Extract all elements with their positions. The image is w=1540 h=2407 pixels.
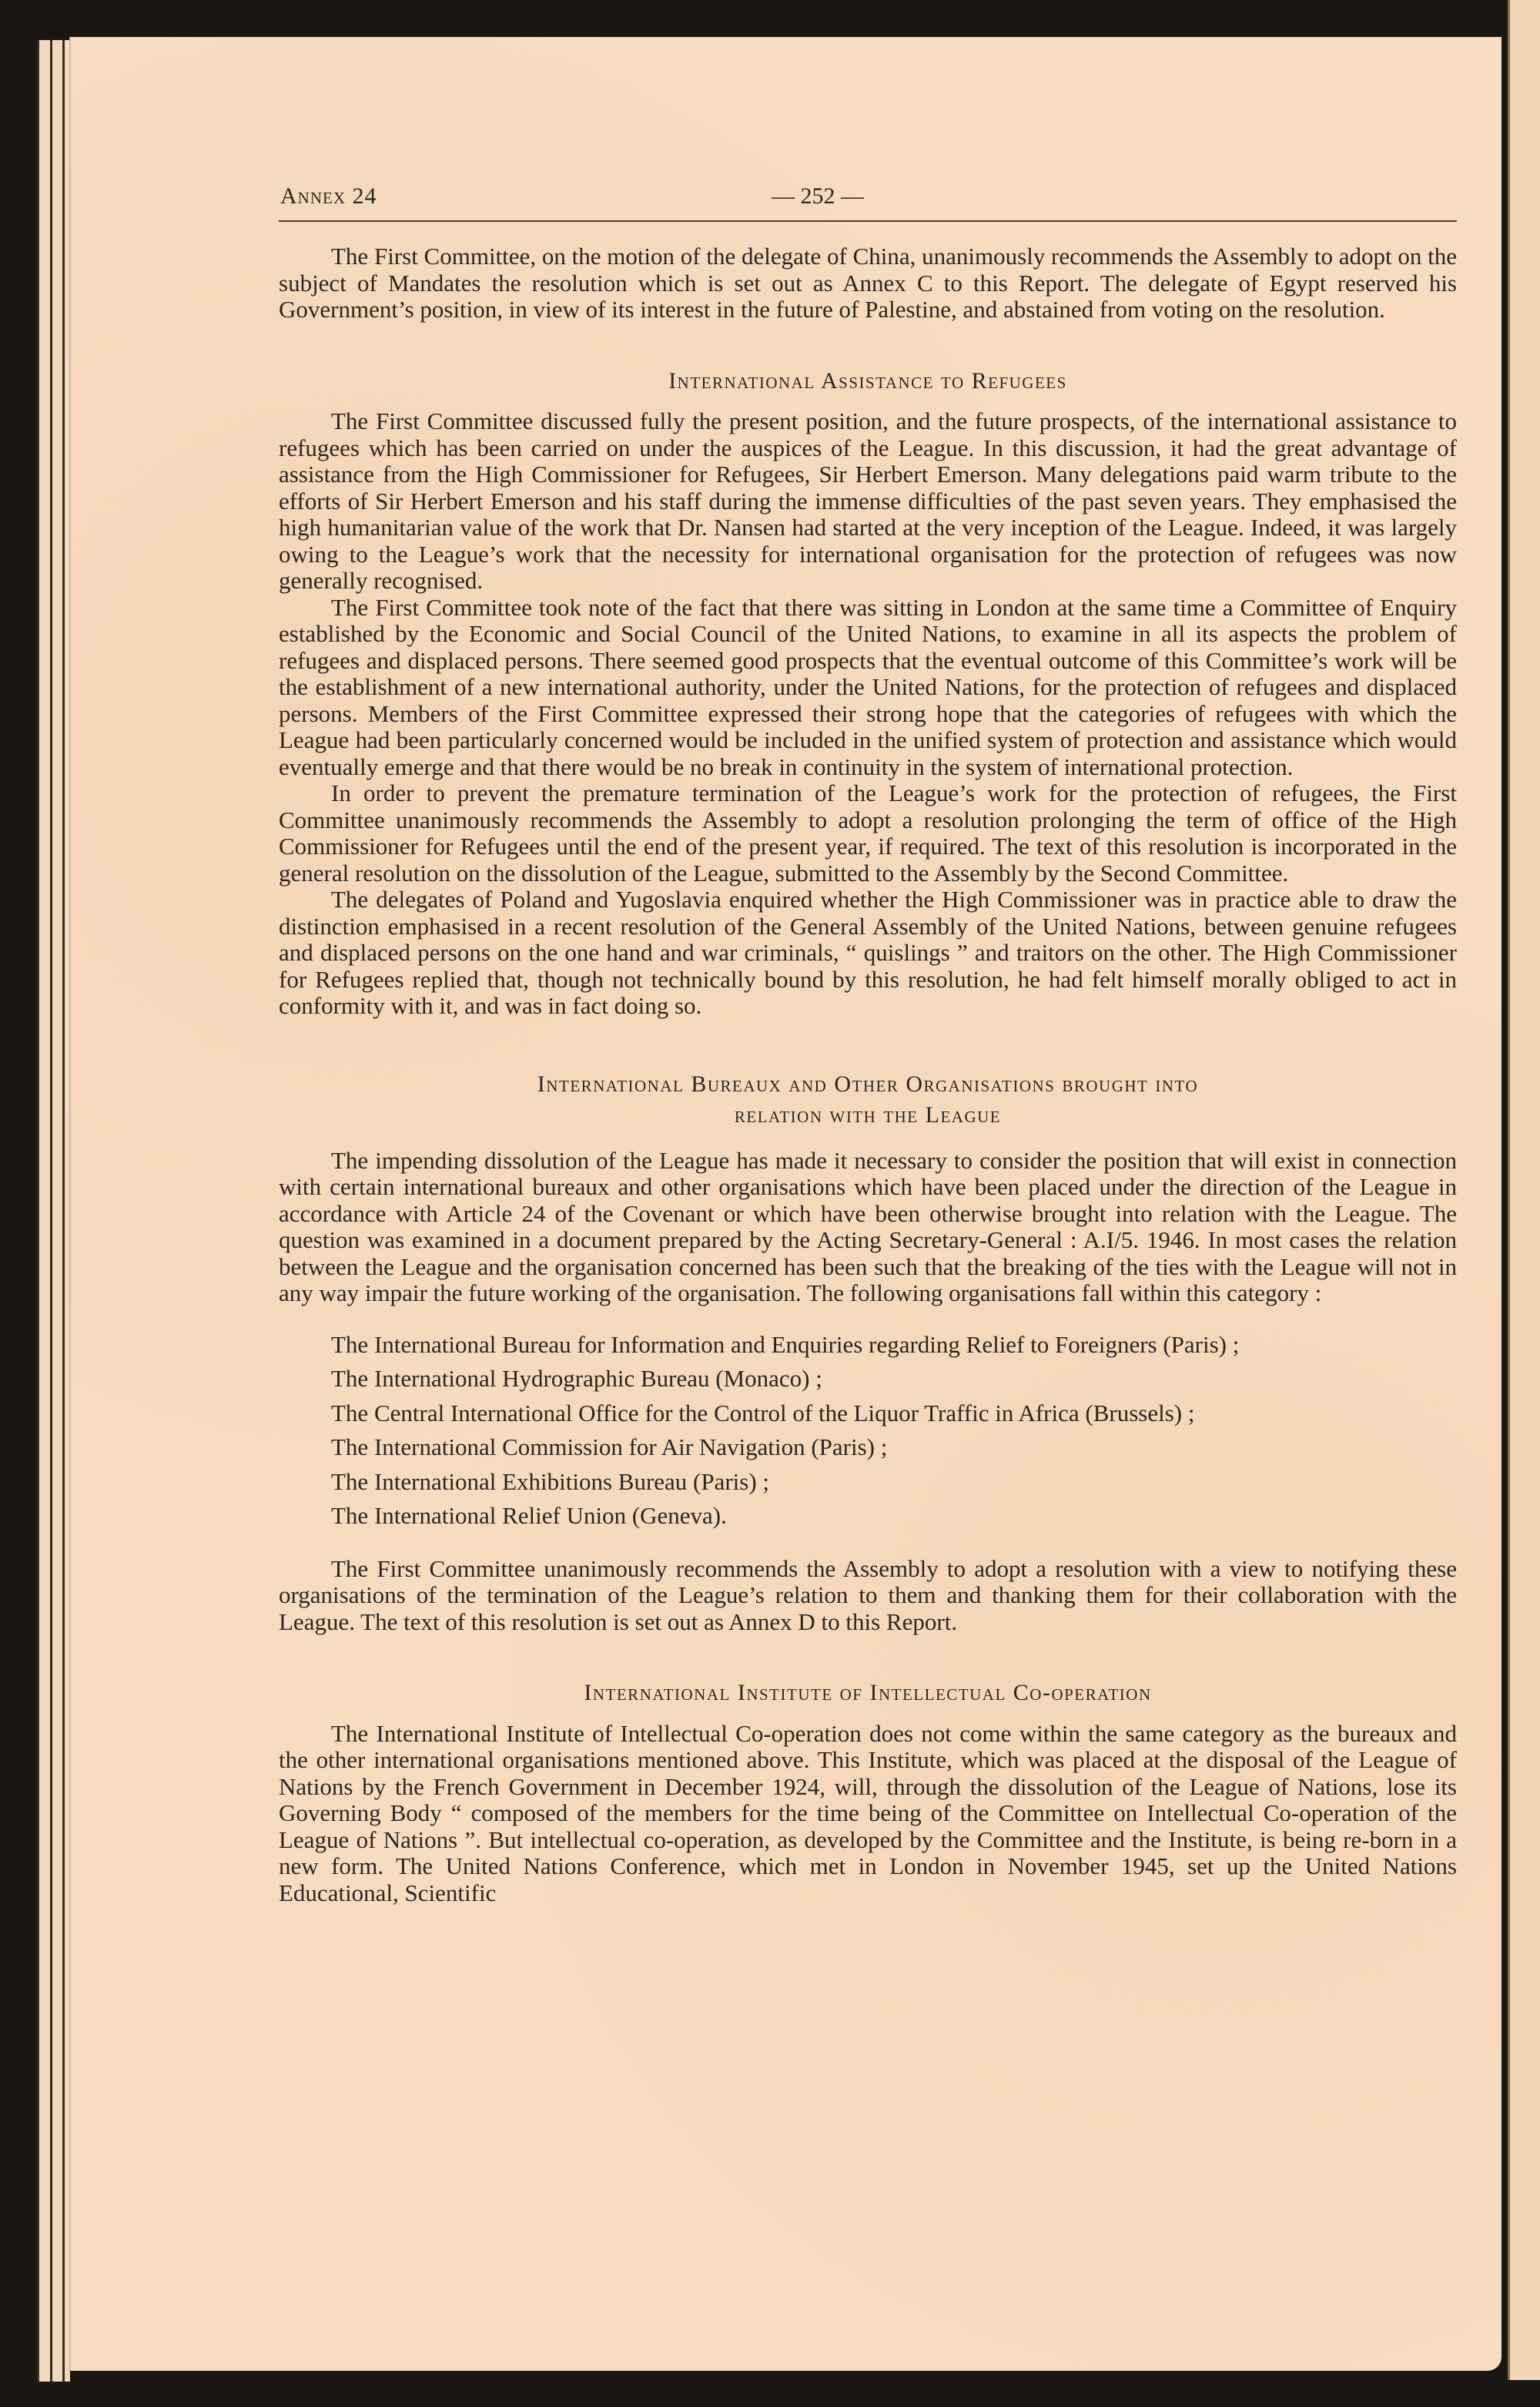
paragraph: The impending dissolution of the League has made it necessary to consider the position that will exist in connection with certain international bureaux and other organisations which have been placed under the direction of the League in accordance with Article 24 of the Covenant or which have been otherwise brought into relation with the League. The question was examined in a document prepared by the Acting Secretary-General : A.I/5. 1946. In most cases the relation between the League and the organisation concerned has been such that the breaking of the ties with the League will not in any way impair the future working of the organisation. The following organisations fall within this category :: [279, 1146, 1457, 1306]
section-institute: [279, 1680, 1457, 1906]
list-item: The International Bureau for Information and Enquiries regarding Relief to Foreigners (Paris) ;: [331, 1330, 1240, 1358]
section-refugees: [279, 368, 1457, 1020]
list-item: The International Exhibitions Bureau (Paris) ;: [331, 1467, 770, 1495]
running-title: Annex 24: [280, 183, 377, 209]
paragraph: The First Committee, on the motion of the delegate of China, unanimously recommends the Assembly to adopt on the subject of Mandates the resolution which is set out as Annex C to this Report. The delegate of Egypt reserved his Government’s position, in view of its interest in the future of Palestine, and abstained from voting on the resolution.: [279, 243, 1457, 323]
paragraph: The delegates of Poland and Yugoslavia enquired whether the High Commissioner was in practice able to draw the distinction emphasised in a recent resolution of the General Assembly of the United Nations, between genuine refugees and displaced persons on the one hand and war criminals, “ quislings ” and traitors on the other. The High Commissioner for Refugees replied that, though not technically bound by this resolution, he had felt himself morally obliged to act in conformity with it, and was in fact doing so.: [279, 886, 1457, 1019]
paragraph: The First Committee took note of the fact that there was sitting in London at the same time a Committee of Enquiry established by the Economic and Social Council of the United Nations, to examine in all its aspects the problem of refugees and displaced persons. There seemed good prospects that the eventual outcome of this Committee’s work will be the establishment of a new international authority, under the United Nations, for the protection of refugees and displaced persons. Members of the First Committee expressed their strong hope that the categories of refugees with which the League had been particularly concerned would be included in the unified system of protection and assistance which would eventually emerge and that there would be no break in continuity in the system of international protection.: [279, 593, 1457, 780]
section-heading: International Assistance to Refugees: [668, 367, 1067, 394]
page-content: [279, 183, 1457, 1906]
list-item: The International Relief Union (Geneva).: [331, 1502, 727, 1529]
paragraph: The International Institute of Intellectual Co-operation does not come within the same category as the bureaux and the other international organisations mentioned above. This Institute, which was placed at the disposal of the League of Nations by the French Government in December 1924, will, through the dissolution of the League of Nations, lose its Governing Body “ composed of the members for the time being of the Committee on Intellectual Co-operation of the League of Nations ”. But intellectual co-operation, as developed by the Committee and the Institute, is being re-born in a new form. The United Nations Conference, which met in London in November 1945, set up the United Nations Educational, Scientific: [279, 1719, 1457, 1906]
document-page: [69, 37, 1502, 2371]
list-item: The International Hydrographic Bureau (Monaco) ;: [331, 1365, 822, 1392]
facing-page-edge: [1508, 0, 1540, 2380]
list-item: The Central International Office for the Control of the Liquor Traffic in Africa (Brussels) ;: [331, 1399, 1195, 1426]
section-heading: International Institute of Intellectual Co-operation: [584, 1680, 1152, 1705]
running-header: [279, 183, 1457, 222]
section-heading-line: International Bureaux and Other Organisations brought into: [537, 1071, 1199, 1097]
paragraph: The First Committee discussed fully the present position, and the future prospects, of the international assistance to refugees which has been carried on under the auspices of the League. In this discussion, it had the great advantage of assistance from the High Commissioner for Refugees, Sir Herbert Emerson. Many delegations paid warm tribute to the efforts of Sir Herbert Emerson and his staff during the immense difficulties of the past seven years. They emphasised the high humanitarian value of the work that Dr. Nansen had started at the very inception of the League. Indeed, it was largely owing to the League’s work that the necessity for international organisation for the protection of refugees was now generally recognised.: [279, 407, 1457, 594]
list-item: The International Commission for Air Navigation (Paris) ;: [331, 1433, 888, 1460]
section-bureaux: [279, 1069, 1457, 1636]
page-number: — 252 —: [772, 183, 864, 209]
paragraph: The First Committee unanimously recommends the Assembly to adopt a resolution with a view to notifying these organisations of the termination of the League’s relation to them and thanking them for their collaboration with the League. The text of this resolution is set out as Annex D to this Report.: [279, 1554, 1457, 1635]
book-page-edges: [37, 40, 70, 2382]
section-mandates: [279, 243, 1457, 324]
paragraph: In order to prevent the premature termination of the League’s work for the protection of refugees, the First Committee unanimously recommends the Assembly to adopt a resolution prolonging the term of office of the High Commissioner for Refugees until the end of the present year, if required. The text of this resolution is incorporated in the general resolution on the dissolution of the League, submitted to the Assembly by the Second Committee.: [279, 779, 1457, 887]
section-heading-line: relation with the League: [734, 1101, 1002, 1128]
section-heading: [279, 1069, 1457, 1131]
organisation-list: [331, 1332, 1457, 1530]
